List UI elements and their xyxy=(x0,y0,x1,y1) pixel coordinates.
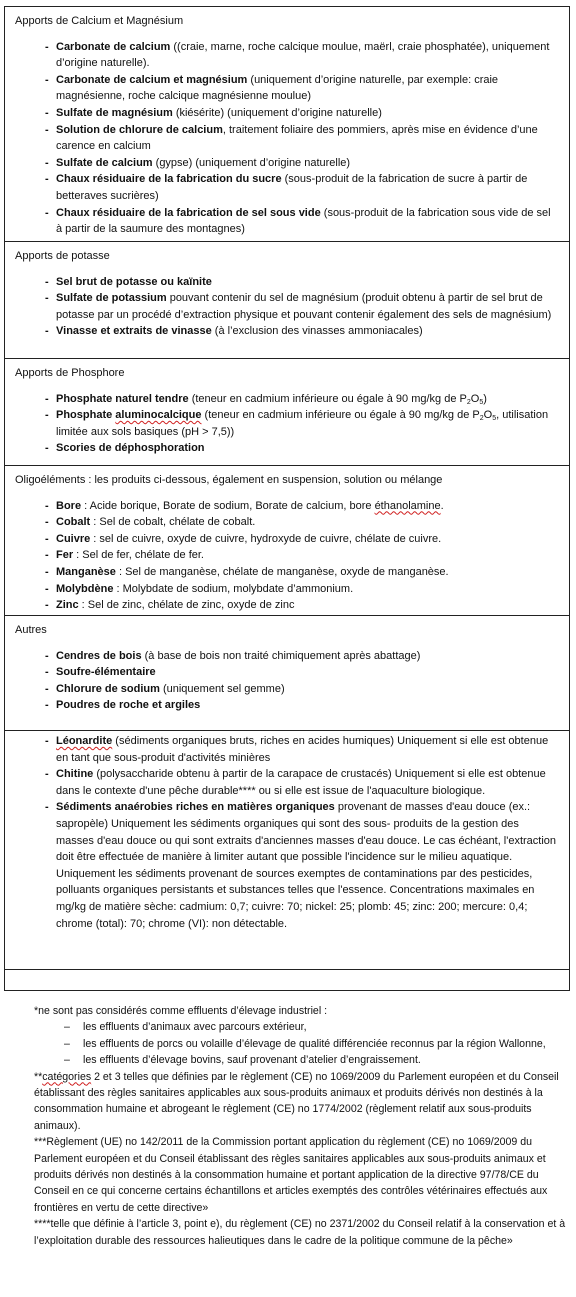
item-name: Solution de chlorure de calcium xyxy=(56,123,223,136)
section-phosphore xyxy=(5,359,569,466)
item-desc: (sous-produit de la fabrication sous vide de sel à partir de la saumure des montagnes) xyxy=(56,206,551,236)
item-desc: , traitement foliaire des pommiers, après mise en évidence d’une carence en calcium xyxy=(56,123,538,153)
footnote-text: **catégories 2 et 3 telles que définies par le règlement (CE) no 1069/2009 du Parlement européen et du Conseil établissant des règles sanitaires applicables aux sous-produits animaux et produits dérivés non destinés à la consommation humaine et abrogeant le règlement (CE) no 1774/2002 (règlement relatif aux sous-produits animaux). xyxy=(34,1070,559,1132)
section-title: Apports de potasse xyxy=(15,250,110,262)
spellcheck-word: catégories xyxy=(42,1070,92,1083)
section-potasse xyxy=(5,242,569,359)
subscript: 5 xyxy=(479,398,484,406)
item-desc: provenant de masses d'eau douce (ex.: sapropèle) Uniquement les sédiments organiques qui sont des sous- produits de la gestion des masses d'eau douce ou qui sont extraits d'anciennes masses d'eau douce. Le cas échéant, l'extraction doit être effectuée de manière à limiter autant que possible l'incidence sur le milieu aquatique. Uniquement les sédiments provenant de sources exemptes de contaminations par des pesticides, polluants organiques persistants et substances telles que l'essence. Concentrations maximales en mg/kg de matière sèche: cadmium: 0,7; cuivre: 70; nickel: 25; plomb: 45; zinc: 200; mercure: 0,4; chrome (total): 70; chrome (VI): non détectable. xyxy=(56,801,557,930)
item-name: Phosphate naturel tendre xyxy=(56,392,189,405)
footnote-4 xyxy=(34,1216,570,1249)
item-desc: (uniquement d’origine naturelle, par exemple: craie magnésienne, roche calcique magnésienne moulue) xyxy=(56,73,499,103)
list-item xyxy=(45,733,559,766)
item-name: Sel brut de potasse ou kaïnite xyxy=(56,275,212,288)
item-desc: : Acide borique, Borate de sodium, Borate de calcium, bore xyxy=(81,499,375,512)
footnote-2 xyxy=(34,1069,570,1135)
item-name: Cobalt xyxy=(56,516,91,529)
item-name: Chitine xyxy=(56,768,94,781)
footnote-list xyxy=(34,1019,570,1068)
item-name: Léonardite xyxy=(56,735,113,747)
item-desc: (uniquement sel gemme) xyxy=(159,682,285,695)
item-name: Vinasse et extraits de vinasse xyxy=(56,325,212,338)
item-name: Manganèse xyxy=(56,565,116,578)
list-item xyxy=(45,597,559,614)
list-item: - Bore : Acide borique, Borate de sodium, Borate de calcium, bore éthanolamine. xyxy=(45,498,559,515)
item-name: Zinc xyxy=(56,599,79,612)
list-item xyxy=(45,39,559,72)
section-oligoelements xyxy=(5,466,569,616)
empty-row xyxy=(5,970,569,991)
list-item xyxy=(45,155,559,172)
item-desc: (sédiments organiques bruts, riches en acides humiques) Uniquement si elle est obtenue en tant que sous-produit d'activités minières xyxy=(56,735,549,764)
spellcheck-word: éthanolamine xyxy=(374,499,441,512)
item-name: Sulfate de potassium xyxy=(56,292,167,305)
item-list xyxy=(15,648,559,714)
list-item xyxy=(45,681,559,698)
list-item xyxy=(45,440,559,457)
list-item xyxy=(45,274,559,291)
item-name: Chaux résiduaire de la fabrication du sucre xyxy=(56,173,282,186)
list-item xyxy=(45,799,559,932)
footnote-list-item: – les effluents de porcs ou volaille d’élevage de qualité différenciée reconnus par la région Wallonne, xyxy=(64,1036,570,1052)
footnote-text: ****telle que définie à l’article 3, point e), du règlement (CE) no 2371/2002 du Conseil relatif à la conservation et à l’exploitation durable des ressources halieutiques dans le cadre de la politique commune de la pêche» xyxy=(34,1218,566,1247)
subscript: 5 xyxy=(492,415,497,423)
item-name: Soufre-élémentaire xyxy=(56,666,156,679)
section-calcium-magnesium xyxy=(5,7,569,242)
list-item xyxy=(45,514,559,531)
footnote-1 xyxy=(34,1003,570,1069)
section-title: Autres xyxy=(15,624,47,636)
item-name: Carbonate de calcium xyxy=(56,40,171,53)
item-desc: : Molybdate de sodium, molybdate d’ammonium. xyxy=(113,582,354,595)
item-list xyxy=(15,391,559,457)
list-item xyxy=(45,290,559,323)
section-title: Oligoéléments : les produits ci-dessous, également en suspension, solution ou mélange xyxy=(15,474,443,486)
section-autres xyxy=(5,616,569,731)
item-name: Bore xyxy=(56,499,82,512)
item-list xyxy=(15,733,559,932)
section-organic-sediments xyxy=(5,731,569,970)
item-desc: : Sel de cobalt, chélate de cobalt. xyxy=(90,516,256,529)
subscript: 2 xyxy=(466,398,471,406)
list-item xyxy=(45,205,559,238)
list-item xyxy=(45,648,559,665)
item-name: Scories de déphosphoration xyxy=(56,442,205,455)
item-list xyxy=(15,498,559,614)
item-name: Sulfate de magnésium xyxy=(56,106,173,119)
item-name: Molybdène xyxy=(56,582,114,595)
item-list xyxy=(15,39,559,238)
list-item xyxy=(45,547,559,564)
item-desc: : Sel de fer, chélate de fer. xyxy=(73,549,204,562)
item-desc: (teneur en cadmium inférieure ou égale à 90 mg/kg de P xyxy=(188,392,467,405)
item-desc: (kiésérite) (uniquement d’origine naturelle) xyxy=(172,106,382,119)
item-name: Chaux résiduaire de la fabrication de sel sous vide xyxy=(56,206,321,219)
footnote-text: ***Règlement (UE) no 142/2011 de la Commission portant application du règlement (CE) no 1069/2009 du Parlement européen et du Conseil établissant des règles sanitaires applicables aux sous-produits animaux et produits dérivés non destinés à la consommation humaine et portant application de la directive 97/78/CE du Conseil en ce qui concerne certains échantillons et articles exemptés des contrôles vétérinaires effectués aux frontières en vertu de cette directive» xyxy=(34,1136,548,1214)
item-name: Cuivre xyxy=(56,532,91,545)
item-desc: : Sel de manganèse, chélate de manganèse, oxyde de manganèse. xyxy=(115,565,449,578)
item-name: Cendres de bois xyxy=(56,649,142,662)
list-item xyxy=(45,664,559,681)
list-item xyxy=(45,766,559,799)
footnote-list-item: – les effluents d’élevage bovins, sauf provenant d’atelier d’engraissement. xyxy=(64,1052,570,1068)
list-item xyxy=(45,564,559,581)
item-desc: O xyxy=(483,409,493,422)
list-item xyxy=(45,122,559,155)
list-item xyxy=(45,697,559,714)
item-desc: (polysaccharide obtenu à partir de la carapace de crustacés) Uniquement si elle est obtenue dans le contexte d'une pêche durable**** ou si elle est issue de l'aquaculture biologique. xyxy=(56,768,546,797)
item-list xyxy=(15,274,559,340)
item-name: Chlorure de sodium xyxy=(56,682,160,695)
footnotes xyxy=(4,991,570,1249)
list-item xyxy=(45,581,559,598)
footnote-list-item: – les effluents d’animaux avec parcours extérieur, xyxy=(64,1019,570,1035)
item-desc: (gypse) (uniquement d’origine naturelle) xyxy=(152,156,351,169)
list-item xyxy=(45,105,559,122)
item-name: Sulfate de calcium xyxy=(56,156,153,169)
item-name: Sédiments anaérobies riches en matières organiques xyxy=(56,801,335,814)
list-item xyxy=(45,72,559,105)
list-item xyxy=(45,407,559,440)
item-desc: ) xyxy=(483,392,487,405)
item-desc: (teneur en cadmium inférieure ou égale à 90 mg/kg de P xyxy=(201,409,480,422)
subscript: 2 xyxy=(479,415,484,423)
spellcheck-word: aluminocalcique xyxy=(115,409,202,422)
list-item xyxy=(45,391,559,408)
item-desc: ((craie, marne, roche calcique moulue, maërl, craie phosphatée), uniquement d’origine naturelle). xyxy=(56,40,550,70)
list-item xyxy=(45,531,559,548)
item-name: Poudres de roche et argiles xyxy=(56,699,201,712)
list-item xyxy=(45,171,559,204)
item-name: Fer xyxy=(56,549,74,562)
item-desc: (sous-produit de la fabrication de sucre à partir de betteraves sucrières) xyxy=(56,173,528,202)
item-desc: : sel de cuivre, oxyde de cuivre, hydroxyde de cuivre, chélate de cuivre. xyxy=(90,532,442,545)
item-desc: O xyxy=(470,392,480,405)
item-name: Phosphate aluminocalcique xyxy=(56,409,202,422)
section-title: Apports de Calcium et Magnésium xyxy=(15,15,184,27)
footnote-3 xyxy=(34,1134,570,1216)
document xyxy=(4,6,570,1249)
list-item xyxy=(45,323,559,340)
fertilizer-table xyxy=(4,6,570,991)
item-desc: (à base de bois non traité chimiquement après abattage) xyxy=(141,649,421,662)
item-desc: : Sel de zinc, chélate de zinc, oxyde de zinc xyxy=(78,599,295,612)
item-name: Carbonate de calcium et magnésium xyxy=(56,73,248,86)
footnote-text: *ne sont pas considérés comme effluents d’élevage industriel : xyxy=(34,1005,328,1017)
section-title: Apports de Phosphore xyxy=(15,367,125,379)
item-desc: (à l’exclusion des vinasses ammoniacales) xyxy=(211,325,423,338)
item-desc: pouvant contenir du sel de magnésium (produit obtenu à partir de sel brut de potasse par un procédé d’extraction physique et pouvant contenir également des sels de magnésium) xyxy=(56,292,552,321)
item-desc: , utilisation limitée aux sols basiques (pH > 7,5)) xyxy=(56,409,549,438)
